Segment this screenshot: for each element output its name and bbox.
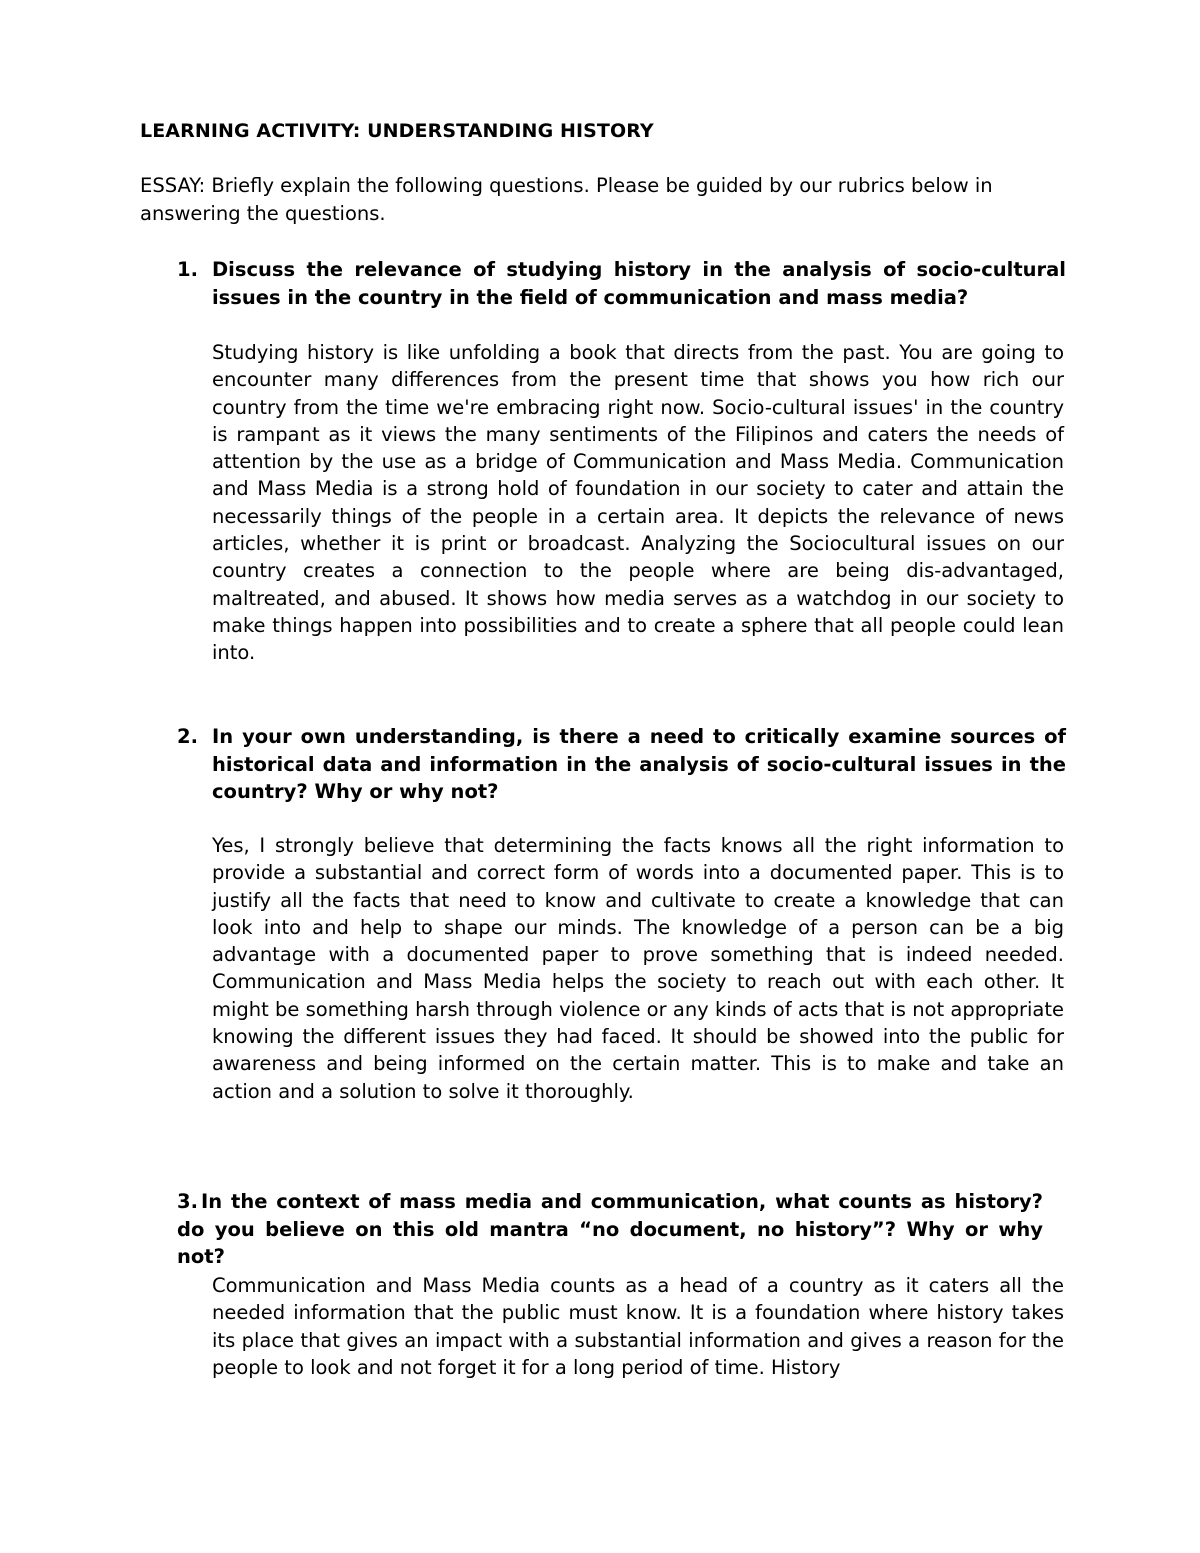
document-title: LEARNING ACTIVITY: UNDERSTANDING HISTORY (140, 120, 654, 142)
essay-instructions: ESSAY: Briefly explain the following questions. Please be guided by our rubrics below in answering the questions. (140, 174, 993, 225)
answer-2-text: Yes, I strongly believe that determining the facts knows all the right information to provide a substantial and correct form of words into a documented paper. This is to justify all the facts that need to know and cultivate to create a knowledge that can look into and help to shape our minds. The knowledge of a person can be a big advantage with a documented paper to prove something that is indeed needed. Communication and Mass Media helps the society to reach out with each other. It might be something harsh through violence or any kinds of acts that is not appropriate knowing the different issues they had faced. It should be showed into the public for awareness and being informed on the certain matter. This is to make and take an action and a solution to solve it thoroughly. (212, 834, 1064, 1103)
answer-3-text: Communication and Mass Media counts as a head of a country as it caters all the needed information that the public must know. It is a foundation where history takes its place that gives an impact with a substantial information and gives a reason for the people to look and not forget it for a long period of time. History (212, 1274, 1064, 1379)
question-1-number: 1. (177, 258, 198, 281)
question-1-text: Discuss the relevance of studying history in the analysis of socio-cultural issues in the country in the field of communication and mass media? (212, 258, 1066, 309)
question-3-number: 3. (177, 1190, 198, 1213)
question-2-number: 2. (177, 725, 198, 748)
question-2-text: In your own understanding, is there a need to critically examine sources of historical data and information in the analysis of socio-cultural issues in the country? Why or why not? (212, 725, 1066, 803)
question-3-text: In the context of mass media and communication, what counts as history? do you believe on this old mantra “no document, no history”? Why or why not? (177, 1190, 1043, 1268)
answer-1-text: Studying history is like unfolding a book that directs from the past. You are going to encounter many differences from the present time that shows you how rich our country from the time we're embracing right now. Socio-cultural issues' in the country is rampant as it views the many sentiments of the Filipinos and caters the needs of attention by the use as a bridge of Communication and Mass Media. Communication and Mass Media is a strong hold of foundation in our society to cater and attain the necessarily things of the people in a certain area. It depicts the relevance of news articles, whether it is print or broadcast. Analyzing the Sociocultural issues on our country creates a connection to the people where are being dis-advantaged, maltreated, and abused. It shows how media serves as a watchdog in our society to make things happen into possibilities and to create a sphere that all people could lean into. (212, 341, 1064, 665)
